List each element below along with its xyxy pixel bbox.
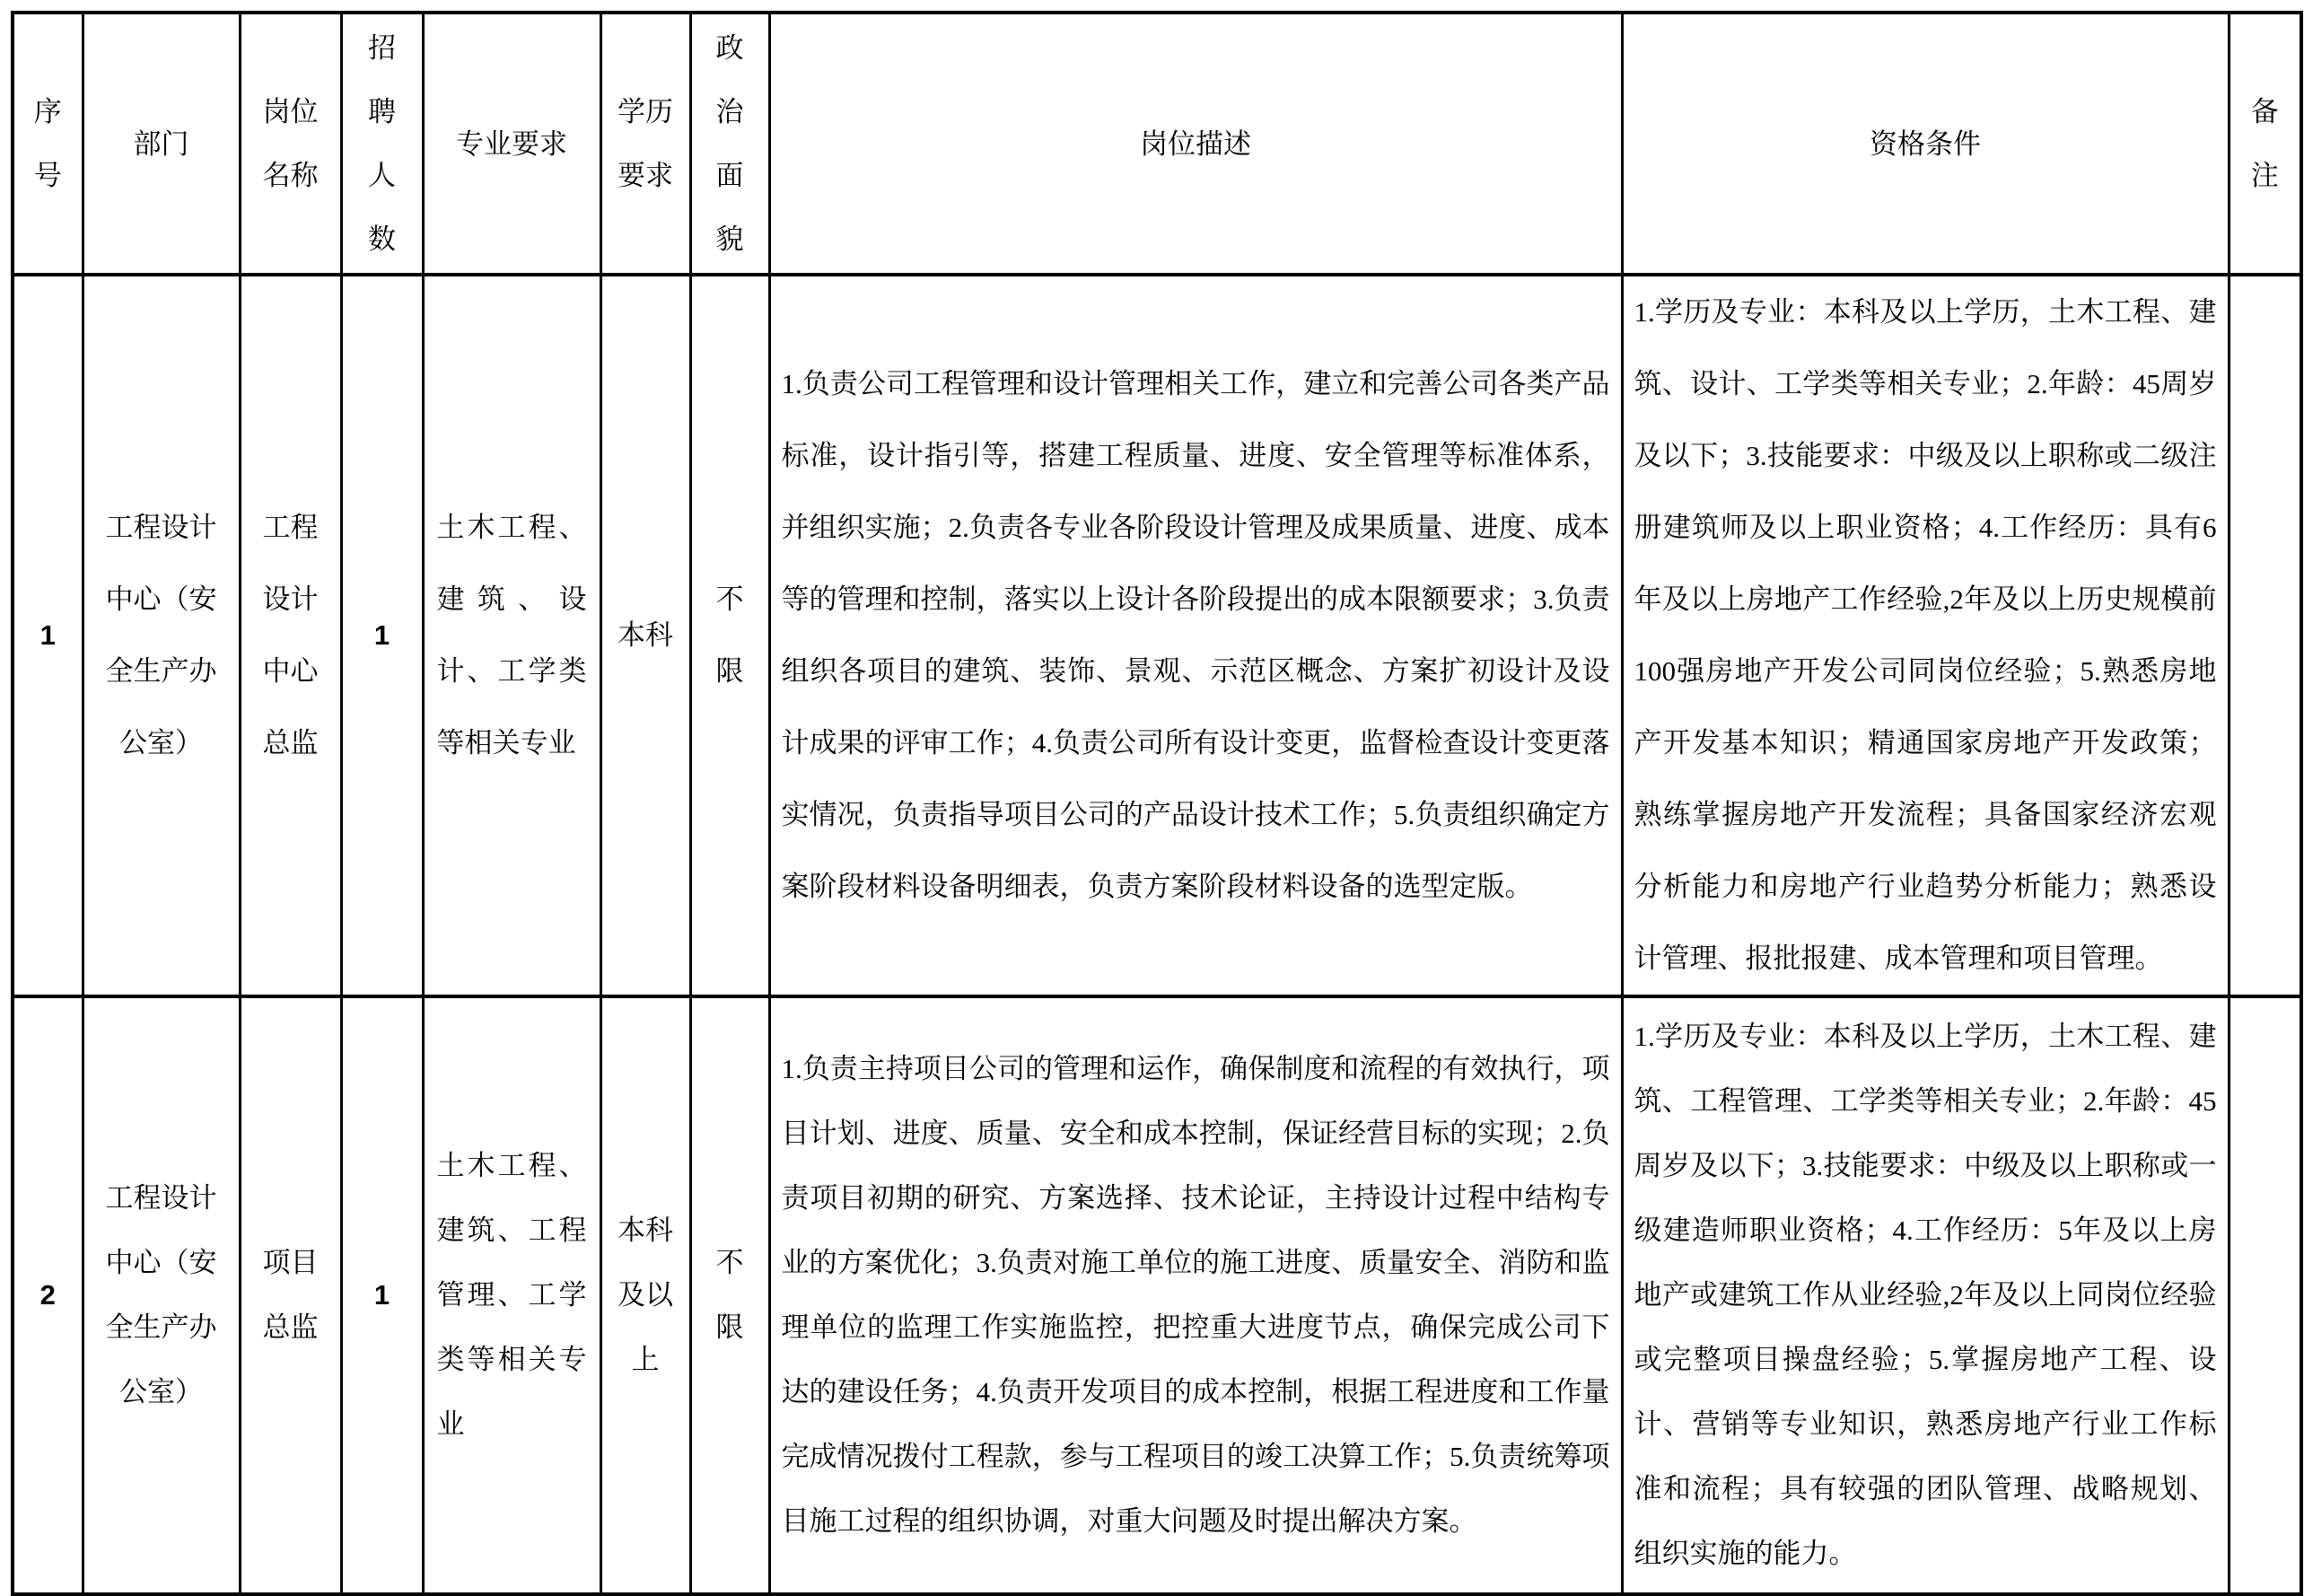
- header-description: 岗位描述: [769, 13, 1622, 275]
- header-qualification: 资格条件: [1622, 13, 2229, 275]
- cell-education: 本科及以上: [600, 996, 690, 1594]
- cell-major: 土木工程、建筑、设计、工学类等相关专业: [423, 275, 600, 996]
- header-remark: 备注: [2229, 13, 2301, 275]
- cell-description: 1.负责公司工程管理和设计管理相关工作，建立和完善公司各类产品标准，设计指引等，搭建工程质量、进度、安全管理等标准体系，并组织实施；2.负责各专业各阶段设计管理及成果质量、进度、成本等的管理和控制，落实以上设计各阶段提出的成本限额要求；3.负责组织各项目的建筑、装饰、景观、示范区概念、方案扩初设计及设计成果的评审工作；4.负责公司所有设计变更，监督检查设计变更落实情况，负责指导项目公司的产品设计技术工作；5.负责组织确定方案阶段材料设备明细表，负责方案阶段材料设备的选型定版。: [769, 275, 1622, 996]
- header-position: 岗位名称: [240, 13, 341, 275]
- cell-seq: 2: [13, 996, 83, 1594]
- cell-position: 项目总监: [240, 996, 341, 1594]
- cell-headcount: 1: [341, 275, 423, 996]
- cell-remark: [2229, 996, 2301, 1594]
- cell-position: 工程设计中心总监: [240, 275, 341, 996]
- cell-political: 不限: [690, 996, 769, 1594]
- cell-department: 工程设计中心（安全生产办公室）: [83, 996, 240, 1594]
- cell-headcount: 1: [341, 996, 423, 1594]
- header-major: 专业要求: [423, 13, 600, 275]
- cell-political: 不限: [690, 275, 769, 996]
- cell-description: 1.负责主持项目公司的管理和运作，确保制度和流程的有效执行，项目计划、进度、质量、安全和成本控制，保证经营目标的实现；2.负责项目初期的研究、方案选择、技术论证，主持设计过程中结构专业的方案优化；3.负责对施工单位的施工进度、质量安全、消防和监理单位的监理工作实施监控，把控重大进度节点，确保完成公司下达的建设任务；4.负责开发项目的成本控制，根据工程进度和工作量完成情况拨付工程款，参与工程项目的竣工决算工作；5.负责统筹项目施工过程的组织协调，对重大问题及时提出解决方案。: [769, 996, 1622, 1594]
- header-department: 部门: [83, 13, 240, 275]
- header-political: 政治面貌: [690, 13, 769, 275]
- header-seq: 序号: [13, 13, 83, 275]
- header-education: 学历要求: [600, 13, 690, 275]
- cell-seq: 1: [13, 275, 83, 996]
- table-row: [13, 996, 2301, 1594]
- table-header-row: [13, 13, 2301, 275]
- recruitment-table: [11, 11, 2303, 1596]
- cell-remark: [2229, 275, 2301, 996]
- cell-qualification: 1.学历及专业：本科及以上学历，土木工程、建筑、工程管理、工学类等相关专业；2.年龄：45周岁及以下；3.技能要求：中级及以上职称或一级建造师职业资格；4.工作经历：5年及以上房地产或建筑工作从业经验,2年及以上同岗位经验或完整项目操盘经验；5.掌握房地产工程、设计、营销等专业知识，熟悉房地产行业工作标准和流程；具有较强的团队管理、战略规划、组织实施的能力。: [1622, 996, 2229, 1594]
- table-row: [13, 275, 2301, 996]
- cell-qualification: 1.学历及专业：本科及以上学历，土木工程、建筑、设计、工学类等相关专业；2.年龄：45周岁及以下；3.技能要求：中级及以上职称或二级注册建筑师及以上职业资格；4.工作经历：具有6年及以上房地产工作经验,2年及以上历史规模前100强房地产开发公司同岗位经验；5.熟悉房地产开发基本知识；精通国家房地产开发政策；熟练掌握房地产开发流程；具备国家经济宏观分析能力和房地产行业趋势分析能力；熟悉设计管理、报批报建、成本管理和项目管理。: [1622, 275, 2229, 996]
- cell-major: 土木工程、建筑、工程管理、工学类等相关专业: [423, 996, 600, 1594]
- header-headcount: 招聘人数: [341, 13, 423, 275]
- cell-department: 工程设计中心（安全生产办公室）: [83, 275, 240, 996]
- cell-education: 本科: [600, 275, 690, 996]
